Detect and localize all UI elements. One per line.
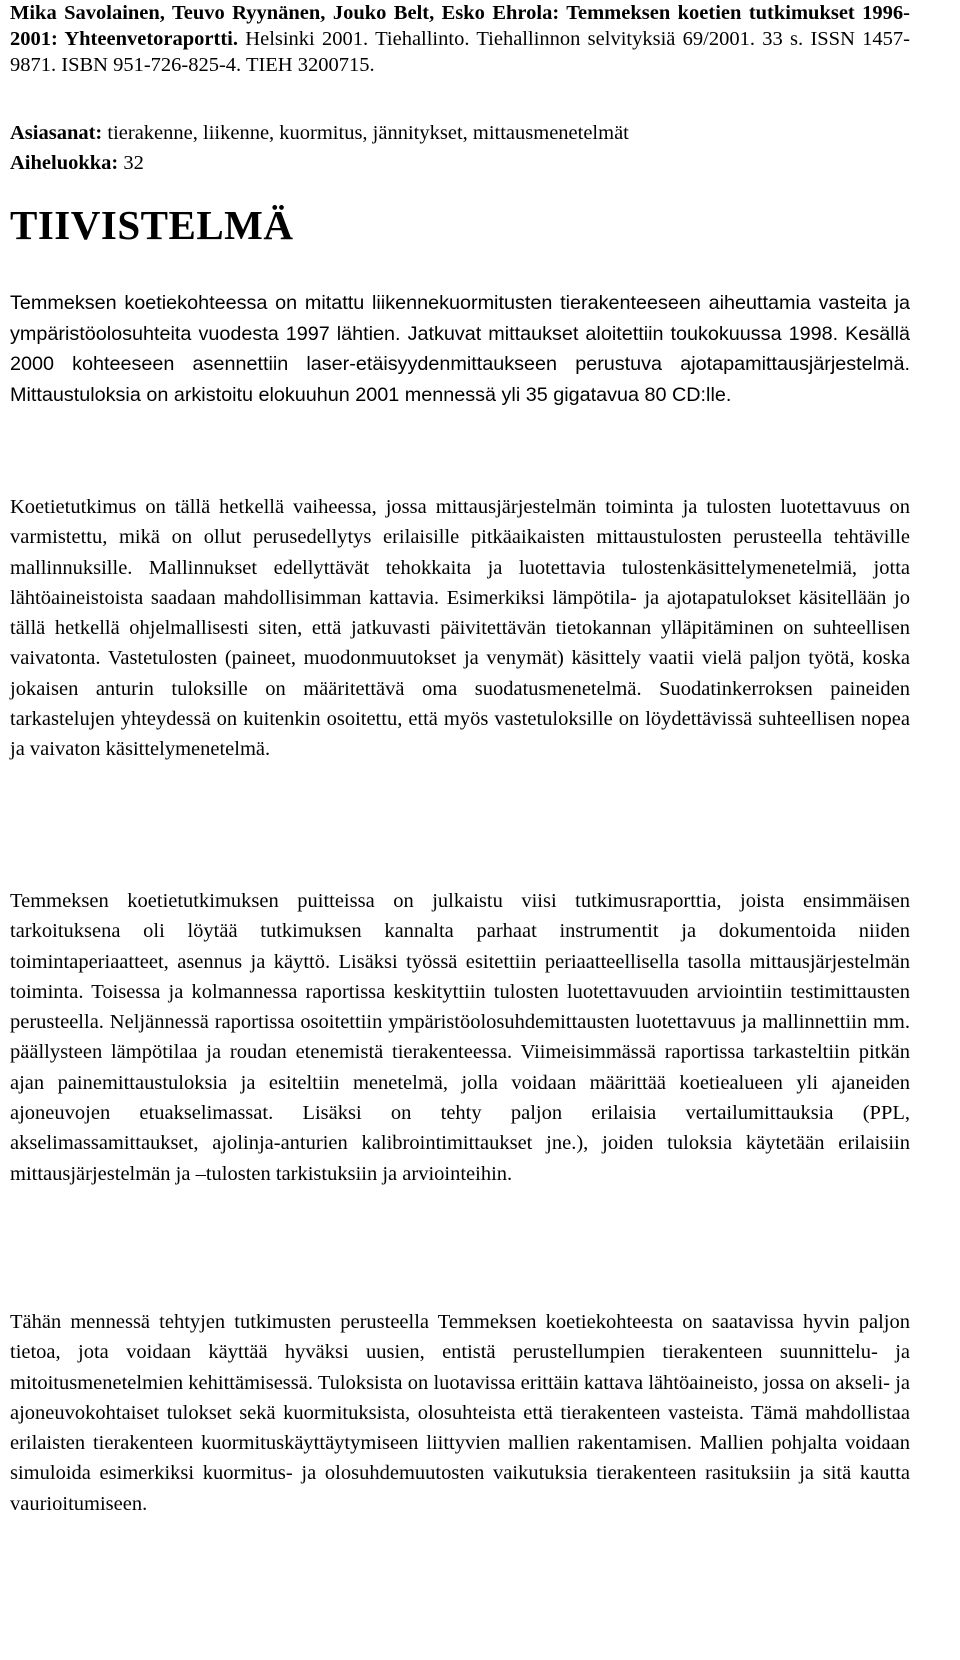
keywords-value: tierakenne, liikenne, kuormitus, jännitykset, mittausmenetelmät [102, 122, 629, 144]
category-label: Aiheluokka: [10, 152, 119, 174]
keywords-label: Asiasanat: [10, 122, 103, 144]
paragraph-current-status: Koetietutkimus on tällä hetkellä vaiheessa, jossa mittausjärjestelmän toiminta ja tulosten luotettavuus on varmistettu, mikä on ollut perusedellytys erilaisille pitkäaikaisten mittaustulosten perusteella tehtäville mallinnuksille. Mallinnukset edellyttävät tehokkaita ja luotettavia tulostenkäsittelymenetelmiä, jotta lähtöaineistoista saadaan mahdollisimman kattavia. Esimerkiksi lämpötila- ja ajotapatulokset käsitellään jo tällä hetkellä ohjelmallisesti siten, että jatkuvasti päivitettävän tietokannan ylläpitäminen on suhteellisen vaivatonta. Vastetulosten (paineet, muodonmuutokset ja venymät) käsittely vaatii vielä paljon työtä, koska jokaisen anturin tuloksille on määritettävä oma suodatusmenetelmä. Suodatinkerroksen paineiden tarkastelujen yhteydessä on kuitenkin osoitettu, että myös vastetuloksille on löydettävissä suhteellisen nopea ja vaivaton käsittelymenetelmä. [10, 496, 910, 761]
citation-publication: Helsinki 2001. Tiehallinto. Tiehallinnon selvityksiä 69/2001. 33 s. ISSN 1457-9871. ISBN 951-726-825-4. TIEH 3200715. [10, 28, 911, 76]
citation-authors-title: Mika Savolainen, Teuvo Ryynänen, Jouko Belt, Esko Ehrola: Temmeksen koetien tutkimukset 1996-2001: Yhteenvetoraportti. [10, 2, 910, 50]
citation-block [10, 0, 910, 78]
paragraph-conclusions: Tähän mennessä tehtyjen tutkimusten perusteella Temmeksen koetiekohteesta on saatavissa hyvin paljon tietoa, jota voidaan käyttää hyväksi uusien, entistä perustellumpien tierakenteen suunnittelu- ja mitoitusmenetelmien kehittämisessä. Tuloksista on luotavissa erittäin kattava lähtöaineisto, jossa on akseli- ja ajoneuvokohtaiset tulokset sekä kuormituksista, olosuhteista että tierakenteen vasteista. Tämä mahdollistaa erilaisten tierakenteen kuormituskäyttäytymiseen liittyvien mallien rakentamisen. Mallien pohjalta voidaan simuloida esimerkiksi kuormitus- ja olosuhdemuutosten vaikutuksia tierakenteen rasituksiin ja sitä kautta vaurioitumiseen. [10, 1311, 910, 1515]
category-line [10, 148, 629, 178]
category-value: 32 [118, 152, 144, 174]
metadata-block [10, 118, 629, 178]
paragraph-reports: Temmeksen koetietutkimuksen puitteissa on julkaistu viisi tutkimusraporttia, joista ensimmäisen tarkoituksena oli löytää tutkimuksen kannalta parhaat instrumentit ja dokumentoida niiden toimintaperiaatteet, asennus ja käyttö. Lisäksi työssä esitettiin periaatteellisella tasolla mittausjärjestelmän toiminta. Toisessa ja kolmannessa raportissa keskityttiin tulosten luotettavuuden arviointiin testimittausten perusteella. Neljännessä raportissa osoitettiin ympäristöolosuhdemittausten luotettavuus ja mallinnettiin mm. päällysteen lämpötilaa ja roudan etenemistä tierakenteessa. Viimeisimmässä raportissa tarkasteltiin pitkän ajan painemittaustuloksia ja esiteltiin menetelmä, jolla voidaan määrittää koetiealueen yli ajaneiden ajoneuvojen etuakselimassat. Lisäksi on tehty paljon erilaisia vertailumittauksia (PPL, akselimassamittaukset, ajolinja-anturien kalibrointimittaukset jne.), joiden tuloksia käytetään erilaisiin mittausjärjestelmän ja –tulosten tarkistuksiin ja arviointeihin. [10, 890, 910, 1185]
keywords-line [10, 118, 629, 148]
paragraph-intro: Temmeksen koetiekohteessa on mitattu liikennekuormitusten tierakenteeseen aiheuttamia vasteita ja ympäristöolosuhteita vuodesta 1997 lähtien. Jatkuvat mittaukset aloitettiin toukokuussa 1998. Kesällä 2000 kohteeseen asennettiin laser-etäisyydenmittaukseen perustuva ajotapamittausjärjestelmä. Mittaustuloksia on arkistoitu elokuuhun 2001 mennessä yli 35 gigatavua 80 CD:lle. [10, 292, 910, 406]
page-title: TIIVISTELMÄ [10, 202, 294, 248]
